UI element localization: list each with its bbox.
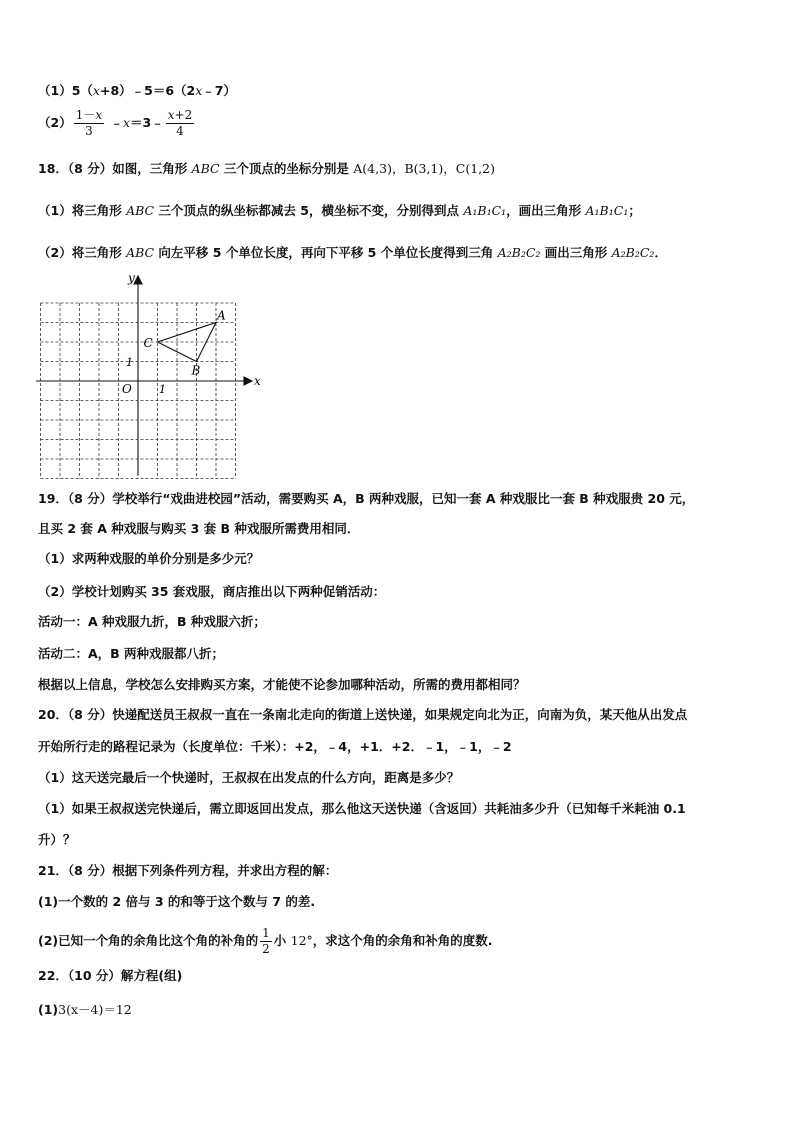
origin-label: O <box>122 382 132 396</box>
q19-line2: 且买 2 套 A 种戏服与购买 3 套 B 种戏服所需费用相同． <box>38 521 360 536</box>
q20-line4: （1）如果王叔叔送完快递后，需立即返回出发点，那么他这天送快递（含返回）共耗油多少升（已知每千米耗油 0.1 <box>38 801 686 816</box>
point-b-label: B <box>191 363 201 378</box>
point-a-label: A <box>217 308 226 323</box>
axes <box>36 276 252 475</box>
q17-part2: （2） $\frac{1-x}{3}$ ﹣x＝3﹣ $\frac{x+2}{4}$ <box>38 108 193 138</box>
fraction-1: $\frac{1-x}{3}$ <box>75 108 103 138</box>
q18-step1: （1）将三角形 ABC 三个顶点的纵坐标都减去 5，横坐标不变，分别得到点 A₁B₁C₁，画出三角形 A₁B₁C₁； <box>38 203 641 218</box>
q22-line2: (1)3(x－4)＝12 <box>38 1002 132 1017</box>
x-unit-label: 1 <box>159 383 166 396</box>
q19-line4: （2）学校计划购买 35 套戏服，商店推出以下两种促销活动： <box>38 584 386 599</box>
y-unit-label: 1 <box>126 356 133 369</box>
q18-step2: （2）将三角形 ABC 向左平移 5 个单位长度，再向下平移 5 个单位长度得到三角 A₂B₂C₂ 画出三角形 A₂B₂C₂． <box>38 245 667 260</box>
point-c-label: C <box>143 336 153 350</box>
y-axis-arrow <box>134 276 142 284</box>
q20-line3: （1）这天送完最后一个快递时，王叔叔在出发点的什么方向，距离是多少？ <box>38 770 460 785</box>
y-axis-label: y <box>128 271 135 285</box>
q21-line3: (2)已知一个角的余角比这个角的补角的 $\frac{1}{2}$ 小 12°，求这个角的余角和补角的度数. <box>38 926 493 956</box>
q20-line2: 开始所行走的路程记录为（长度单位：千米）：+2，﹣4，+1．+2．﹣1，﹣1，﹣2 <box>38 739 512 754</box>
q19-line7: 根据以上信息，学校怎么安排购买方案，才能使不论参加哪种活动，所需的费用都相同？ <box>38 677 526 692</box>
q21-line2: (1)一个数的 2 倍与 3 的和等于这个数与 7 的差. <box>38 894 316 909</box>
q19-line1: 19．（8 分）学校举行“戏曲进校园”活动，需要购买 A，B 两种戏服，已知一套 A 种戏服比一套 B 种戏服贵 20 元， <box>38 491 695 506</box>
coordinate-grid <box>30 270 270 480</box>
fraction-half: $\frac{1}{2}$ <box>262 926 270 956</box>
q17-part1: （1）5（x+8）﹣5＝6（2x﹣7） <box>38 83 236 98</box>
q22-line1: 22．（10 分）解方程(组) <box>38 968 183 983</box>
q18-title: 18．（8 分）如图，三角形 ABC 三个顶点的坐标分别是 A(4,3)，B(3,1)，C(1,2) <box>38 161 495 176</box>
x-axis-label: x <box>254 374 261 388</box>
q21-line1: 21．（8 分）根据下列条件列方程，并求出方程的解： <box>38 863 338 878</box>
q19-line6: 活动二：A，B 两种戏服都八折； <box>38 646 225 661</box>
x-axis-arrow <box>244 377 252 385</box>
q19-line5: 活动一：A 种戏服九折，B 种戏服六折； <box>38 614 266 629</box>
q20-line5: 升）？ <box>38 832 76 847</box>
q20-line1: 20．（8 分）快递配送员王叔叔一直在一条南北走向的街道上送快递，如果规定向北为正，向南为负，某天他从出发点 <box>38 707 688 722</box>
fraction-2: $\frac{x+2}{4}$ <box>167 108 193 138</box>
q19-line3: （1）求两种戏服的单价分别是多少元？ <box>38 551 260 566</box>
